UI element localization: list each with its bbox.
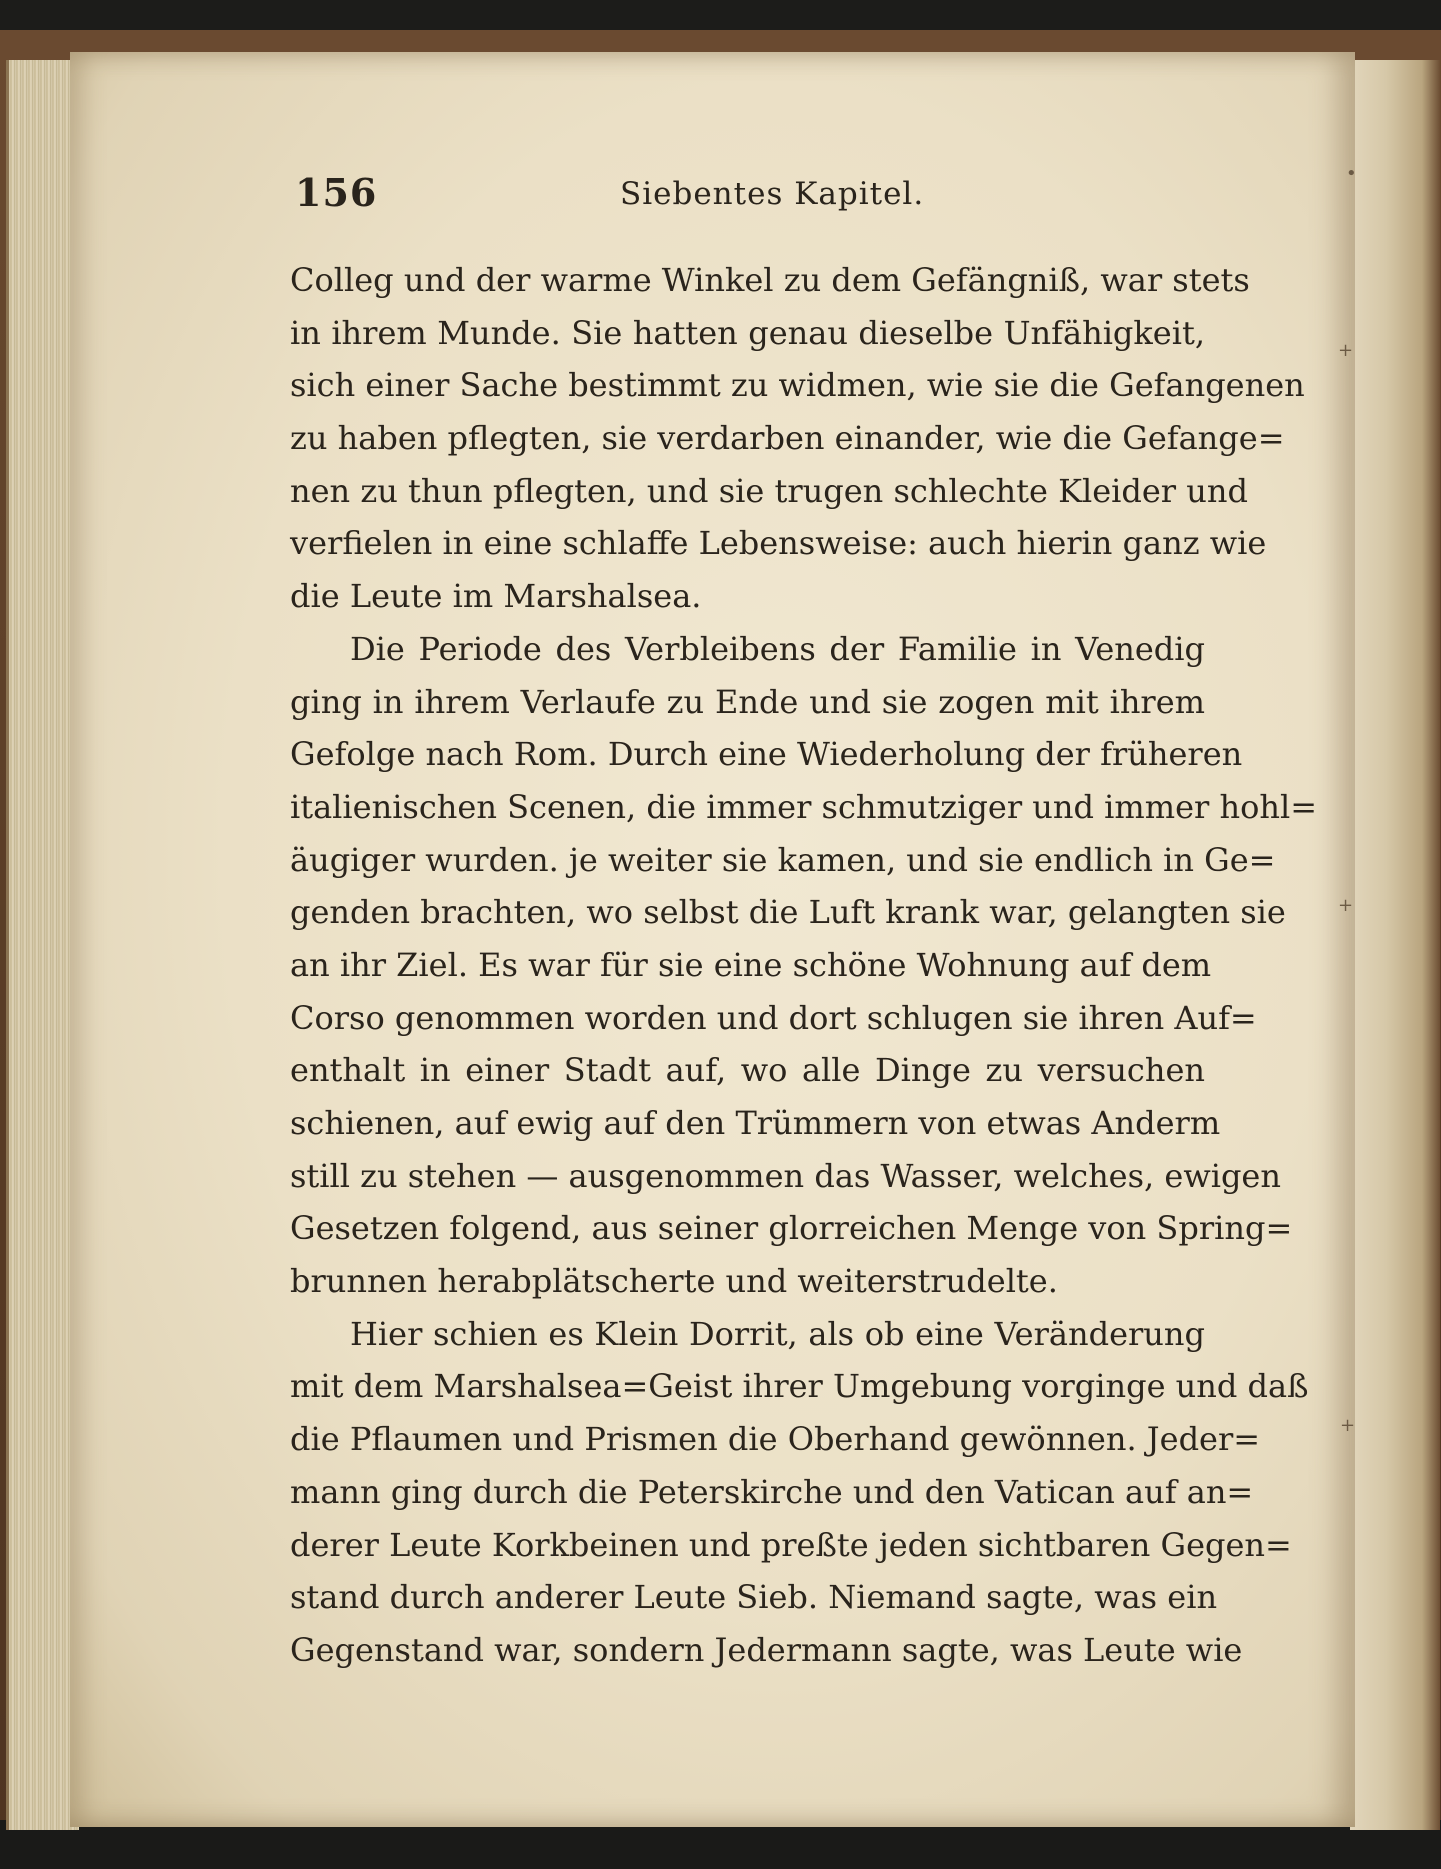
text-line: still zu stehen — ausgenommen das Wasser, welches, ewigen bbox=[290, 1156, 1281, 1195]
text-line: sich einer Sache bestimmt zu widmen, wie sie die Gefangenen bbox=[290, 366, 1305, 405]
text-line: ging in ihrem Verlaufe zu Ende und sie zogen mit ihrem bbox=[290, 682, 1205, 721]
paragraph bbox=[290, 1308, 1309, 1677]
text-line: brunnen herabplätscherte und weiterstrudelte. bbox=[290, 1262, 1058, 1301]
text-line: die Leute im Marshalsea. bbox=[290, 577, 702, 616]
margin-mark: + bbox=[1338, 895, 1354, 916]
margin-mark: • bbox=[1346, 163, 1357, 184]
background bbox=[0, 1820, 1441, 1869]
text-line: zu haben pflegten, sie verdarben einander, wie die Gefange= bbox=[290, 419, 1285, 458]
page-number: 156 bbox=[295, 170, 378, 215]
margin-mark: + bbox=[1338, 340, 1354, 361]
text-line: derer Leute Korkbeinen und preßte jeden sichtbaren Gegen= bbox=[290, 1525, 1292, 1564]
right-page-edges bbox=[1350, 60, 1440, 1830]
text-line: Gesetzen folgend, aus seiner glorreichen Menge von Spring= bbox=[290, 1209, 1293, 1248]
body-text bbox=[290, 254, 1318, 1677]
paragraph bbox=[290, 254, 1305, 623]
text-line: die Pflaumen und Prismen die Oberhand gewönnen. Jeder= bbox=[290, 1420, 1261, 1459]
left-page-edges bbox=[6, 60, 79, 1830]
text-line: mit dem Marshalsea=Geist ihrer Umgebung vorginge und daß bbox=[290, 1367, 1309, 1406]
text-line: Colleg und der warme Winkel zu dem Gefängniß, war stets bbox=[290, 261, 1250, 299]
text-line: Gegenstand war, sondern Jedermann sagte, was Leute wie bbox=[290, 1630, 1243, 1669]
text-line: Corso genommen worden und dort schlugen sie ihren Auf= bbox=[290, 998, 1257, 1037]
running-head: Siebentes Kapitel. bbox=[620, 176, 925, 212]
text-line: in ihrem Munde. Sie hatten genau dieselbe Unfähigkeit, bbox=[290, 313, 1205, 352]
text-line: Hier schien es Klein Dorrit, als ob eine Veränderung bbox=[350, 1314, 1205, 1353]
text-line: enthalt in einer Stadt auf, wo alle Dinge zu versuchen bbox=[290, 1051, 1205, 1090]
text-line: genden brachten, wo selbst die Luft krank war, gelangten sie bbox=[290, 893, 1286, 932]
text-line: italienischen Scenen, die immer schmutziger und immer hohl= bbox=[290, 787, 1318, 826]
text-line: nen zu thun pflegten, und sie trugen schlechte Kleider und bbox=[290, 471, 1248, 510]
text-line: an ihr Ziel. Es war für sie eine schöne Wohnung auf dem bbox=[290, 945, 1212, 984]
margin-mark: + bbox=[1340, 1415, 1356, 1436]
text-line: Die Periode des Verbleibens der Familie in Venedig bbox=[350, 629, 1205, 668]
page-header bbox=[295, 170, 1215, 230]
text-line: schienen, auf ewig auf den Trümmern von etwas Anderm bbox=[290, 1104, 1221, 1142]
text-line: mann ging durch die Peterskirche und den Vatican auf an= bbox=[290, 1472, 1254, 1511]
paragraph bbox=[290, 623, 1318, 1308]
text-line: verfielen in eine schlaffe Lebensweise: auch hierin ganz wie bbox=[290, 524, 1267, 563]
text-line: Gefolge nach Rom. Durch eine Wiederholung der früheren bbox=[290, 735, 1243, 774]
text-line: stand durch anderer Leute Sieb. Niemand sagte, was ein bbox=[290, 1578, 1218, 1617]
text-line: äugiger wurden. je weiter sie kamen, und sie endlich in Ge= bbox=[290, 840, 1276, 879]
